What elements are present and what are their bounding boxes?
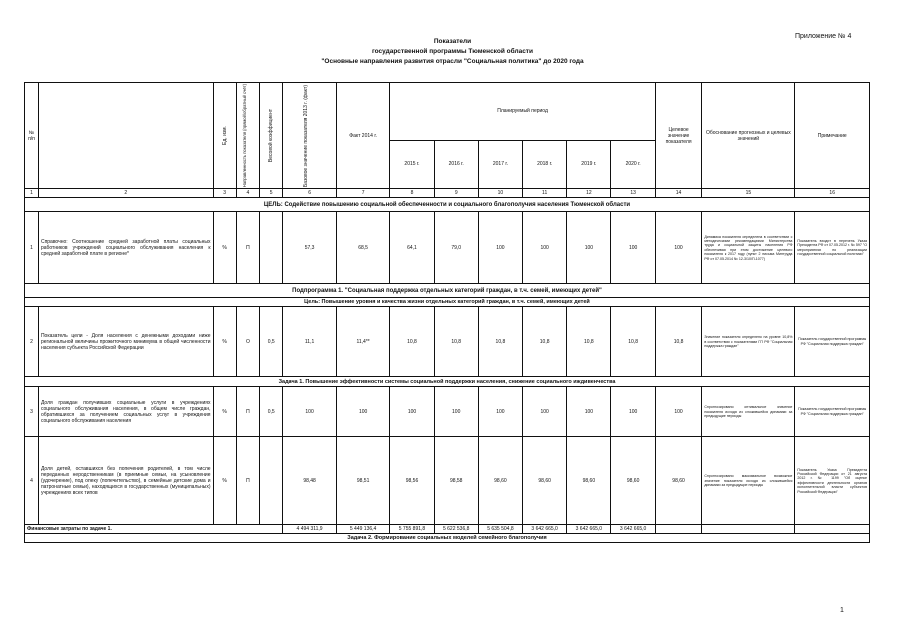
col-number: 3 <box>213 189 236 198</box>
header-year: 2016 г. <box>434 140 478 189</box>
year-value: 100 <box>611 387 655 437</box>
direction-cell: О <box>236 307 259 377</box>
year-value: 100 <box>523 387 567 437</box>
header-year: 2019 г. <box>567 140 611 189</box>
year-value: 98,60 <box>523 437 567 525</box>
col-number: 13 <box>611 189 655 198</box>
col-number: 5 <box>260 189 283 198</box>
year-value: 98,60 <box>478 437 522 525</box>
year-value: 100 <box>390 387 434 437</box>
goal-row: ЦЕЛЬ: Содействие повышению социальной обеспеченности и социального благополучия населения Тюменской области <box>25 198 870 212</box>
year-value: 10,8 <box>611 307 655 377</box>
title-line: Показатели <box>433 38 472 45</box>
year-value: 100 <box>434 387 478 437</box>
fact-cell: 100 <box>336 387 390 437</box>
page-number: 1 <box>840 607 844 614</box>
col-number: 16 <box>795 189 870 198</box>
justification-cell: Значение показателя определено на уровне 10,8% в соответствии с показателями ГП РФ "Социальная поддержка граждан" <box>702 307 795 377</box>
subprogram-goal-row: Цель: Повышение уровня и качества жизни отдельных категорий граждан, в т.ч. семей, имеющих детей <box>25 298 870 307</box>
document-title <box>0 37 905 67</box>
header-unit: Ед. изм. <box>221 126 228 146</box>
col-number: 1 <box>25 189 39 198</box>
header-name <box>38 83 213 189</box>
fact-cell: 98,51 <box>336 437 390 525</box>
year-value: 100 <box>611 212 655 284</box>
col-number: 4 <box>236 189 259 198</box>
header-fact2014: Факт 2014 г. <box>336 83 390 189</box>
justification-cell: Спрогнозировано максимальное возможное значение показателя исходя из сложившейся динамики за предыдущие периоды <box>702 437 795 525</box>
direction-cell: П <box>236 437 259 525</box>
col-number: 14 <box>655 189 702 198</box>
year-value: 100 <box>567 212 611 284</box>
finance-value: 3 642 665,0 <box>611 525 655 534</box>
note-cell: Показатель государственной программы РФ "Социальная поддержка граждан" <box>795 307 870 377</box>
year-value: 10,8 <box>567 307 611 377</box>
target-cell: 100 <box>655 387 702 437</box>
subprogram-row: Подпрограмма 1. "Социальная поддержка отдельных категорий граждан, в т.ч. семей, имеющих детей" <box>25 284 870 298</box>
note-cell: Показатель входит в перечень Указа Президента РФ от 07.05.2012 г. № 597 "О мероприятиях по реализации государственной социальной политики" <box>795 212 870 284</box>
year-value: 79,0 <box>434 212 478 284</box>
note-cell: Показатель Указа Президента Российской Федерации от 21 августа 2012 г. № 1199 "Об оценке эффективности деятельности органов исполнительной власти субъектов Российской Федерации" <box>795 437 870 525</box>
header-year: 2015 г. <box>390 140 434 189</box>
header-note: Примечание <box>795 83 870 189</box>
col-number: 7 <box>336 189 390 198</box>
unit-cell: % <box>213 212 236 284</box>
year-value: 98,60 <box>611 437 655 525</box>
header-year: 2018 г. <box>523 140 567 189</box>
indicators-table <box>24 82 870 543</box>
task1-row: Задача 1. Повышение эффективности системы социальной поддержки населения, снижение социального иждивенчества <box>25 377 870 387</box>
header-justification: Обоснование прогнозных и целевых значений <box>702 83 795 189</box>
unit-cell: % <box>213 387 236 437</box>
weight-cell <box>260 212 283 284</box>
col-number: 6 <box>283 189 337 198</box>
task2-row: Задача 2. Формирование социальных моделей семейного благополучия <box>25 534 870 543</box>
year-value: 98,60 <box>567 437 611 525</box>
header-target: Целевое значение показателя <box>655 83 702 189</box>
year-value: 100 <box>523 212 567 284</box>
finance-value: 5 449 136,4 <box>336 525 390 534</box>
year-value: 100 <box>478 387 522 437</box>
col-number: 15 <box>702 189 795 198</box>
header-direction: Направленность показателя (прямой/обратный счёт) <box>241 84 247 188</box>
base-cell: 11,1 <box>283 307 337 377</box>
justification-cell: Динамика показателя определена в соответствии с методическими рекомендациями Министерства труда и социальной защиты населения РФ обеспечивая при этом достижение целевого показателя к 2017 году (пункт 2 письма Минтруда РФ от 07.05.2014 № 12-3/10/П-1077) <box>702 212 795 284</box>
header-year: 2020 г. <box>611 140 655 189</box>
row-number: 3 <box>25 387 39 437</box>
note-cell: Показатель государственной программы РФ "Социальная поддержка граждан" <box>795 387 870 437</box>
base-cell: 100 <box>283 387 337 437</box>
finance-value: 5 755 891,8 <box>390 525 434 534</box>
header-no: № п/п <box>25 83 39 189</box>
weight-cell: 0,5 <box>260 387 283 437</box>
target-cell: 10,8 <box>655 307 702 377</box>
fact-cell: 11,4** <box>336 307 390 377</box>
finance-label: Финансовые затраты по задаче 1. <box>25 525 283 534</box>
year-value: 98,58 <box>434 437 478 525</box>
finance-value: 3 642 665,0 <box>567 525 611 534</box>
header-year: 2017 г. <box>478 140 522 189</box>
title-line: "Основные направления развития отрасли "Социальная политика" до 2020 года <box>321 58 584 65</box>
unit-cell: % <box>213 307 236 377</box>
base-cell: 98,48 <box>283 437 337 525</box>
col-number: 2 <box>38 189 213 198</box>
target-cell: 100 <box>655 212 702 284</box>
header-planned: Планируемый период <box>390 83 655 141</box>
year-value: 98,56 <box>390 437 434 525</box>
col-number: 11 <box>523 189 567 198</box>
weight-cell: 0,5 <box>260 307 283 377</box>
col-number: 12 <box>567 189 611 198</box>
col-number: 10 <box>478 189 522 198</box>
header-weight: Весовой коэффициент <box>268 109 275 163</box>
year-value: 64,1 <box>390 212 434 284</box>
unit-cell: % <box>213 437 236 525</box>
finance-value: 4 494 311,9 <box>283 525 337 534</box>
indicator-name: Доля граждан получивших социальные услуги в учреждениях социального обслуживания населения, в общем числе граждан, обратившихся за получением социальных услуг в учреждения социального обслуживания населения <box>38 387 213 437</box>
title-line: государственной программы Тюменской области <box>372 48 533 55</box>
finance-value: 5 635 504,8 <box>478 525 522 534</box>
row-number: 1 <box>25 212 39 284</box>
indicator-name: Доля детей, оставшихся без попечения родителей, в том числе переданных неродственникам (в приемные семьи, на усыновление (удочерение), под опеку (попечительство), в семейные детские дома и патронатные семьи), находящихся в государственных (муниципальных) учреждениях всех типов <box>38 437 213 525</box>
fact-cell: 68,5 <box>336 212 390 284</box>
year-value: 10,8 <box>390 307 434 377</box>
appendix-label: Приложение № 4 <box>795 33 852 40</box>
year-value: 10,8 <box>434 307 478 377</box>
year-value: 100 <box>478 212 522 284</box>
row-number: 2 <box>25 307 39 377</box>
col-number: 9 <box>434 189 478 198</box>
year-value: 10,8 <box>478 307 522 377</box>
finance-value: 3 642 665,0 <box>523 525 567 534</box>
finance-value: 5 622 536,8 <box>434 525 478 534</box>
year-value: 10,8 <box>523 307 567 377</box>
weight-cell <box>260 437 283 525</box>
justification-cell: Спрогнозировано оптимальное значение показателя исходя из сложившейся динамики за предыдущие периоды <box>702 387 795 437</box>
indicator-name: Справочно: Соотношение средней заработной платы социальных работников учреждений социального обслуживания населения к средней заработной плате в регионе* <box>38 212 213 284</box>
direction-cell: П <box>236 387 259 437</box>
target-cell: 98,60 <box>655 437 702 525</box>
header-base: Базовое значение показателя 2013 г. (факт) <box>302 84 309 187</box>
indicator-name: Показатель цели - Доля населения с денежными доходами ниже региональной величины прожиточного минимума в общей численности населения субъекта Российской Федерации <box>38 307 213 377</box>
year-value: 100 <box>567 387 611 437</box>
row-number: 4 <box>25 437 39 525</box>
direction-cell: П <box>236 212 259 284</box>
base-cell: 57,3 <box>283 212 337 284</box>
col-number: 8 <box>390 189 434 198</box>
